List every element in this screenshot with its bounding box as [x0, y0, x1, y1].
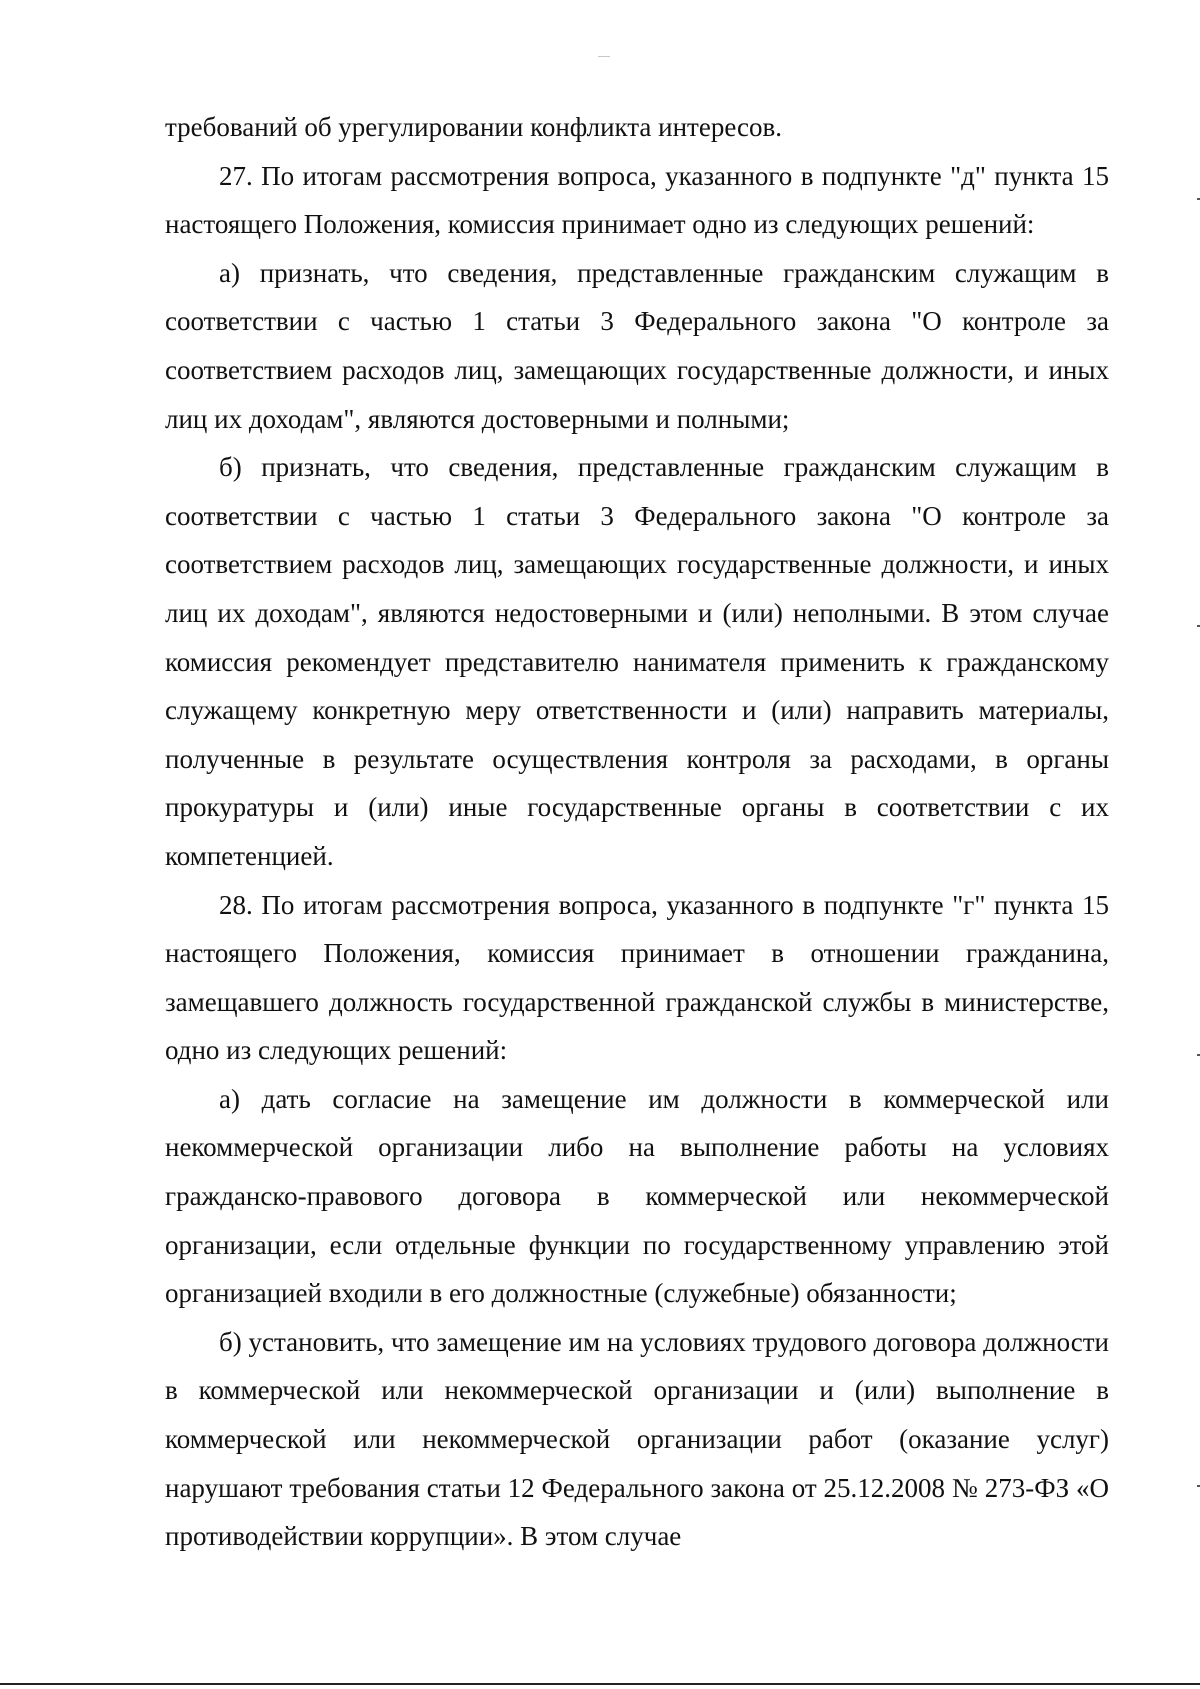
paragraph-28-b: б) установить, что замещение им на условиях трудового договора должности в коммерческой или некоммерческой организации и (или) выполнение в коммерческой или некоммерческой организации работ (оказание услуг) нарушают требования статьи 12 Федерального закона от 25.12.2008 № 273-ФЗ «О противодействии коррупции». В этом случае: [165, 1326, 1109, 1552]
scan-mark: [598, 56, 610, 57]
paragraph-27: 27. По итогам рассмотрения вопроса, указанного в подпункте "д" пункта 15 настоящего Положения, комиссия принимает одно из следующих решений:: [165, 160, 1109, 240]
paragraph-28-a: а) дать согласие на замещение им должности в коммерческой или некоммерческой организации либо на выполнение работы на условиях гражданско-правового договора в коммерческой или некоммерческой организации, если отдельные функции по государственному управлению этой организацией входили в его должностные (служебные) обязанности;: [165, 1083, 1109, 1309]
page-bottom-rule: [0, 1683, 1200, 1685]
paragraph-28: 28. По итогам рассмотрения вопроса, указанного в подпункте "г" пункта 15 настоящего Положения, комиссия принимает в отношении гражданина, замещавшего должность государственной гражданской службы в министерстве, одно из следующих решений:: [165, 889, 1109, 1066]
paragraph-27-a: а) признать, что сведения, представленные гражданским служащим в соответствии с частью 1 статьи 3 Федерального закона "О контроле за соответствием расходов лиц, замещающих государственные должности, и иных лиц их доходам", являются достоверными и полными;: [165, 257, 1109, 434]
document-body: [165, 103, 1109, 1561]
paragraph-27-b: б) признать, что сведения, представленные гражданским служащим в соответствии с частью 1 статьи 3 Федерального закона "О контроле за соответствием расходов лиц, замещающих государственные должности, и иных лиц их доходам", являются недостоверными и (или) неполными. В этом случае комиссия рекомендует представителю нанимателя применить к гражданскому служащему конкретную меру ответственности и (или) направить материалы, полученные в результате осуществления контроля за расходами, в органы прокуратуры и (или) иные государственные органы в соответствии с их компетенцией.: [165, 452, 1109, 871]
paragraph-continuation: требований об урегулировании конфликта интересов.: [165, 112, 782, 142]
